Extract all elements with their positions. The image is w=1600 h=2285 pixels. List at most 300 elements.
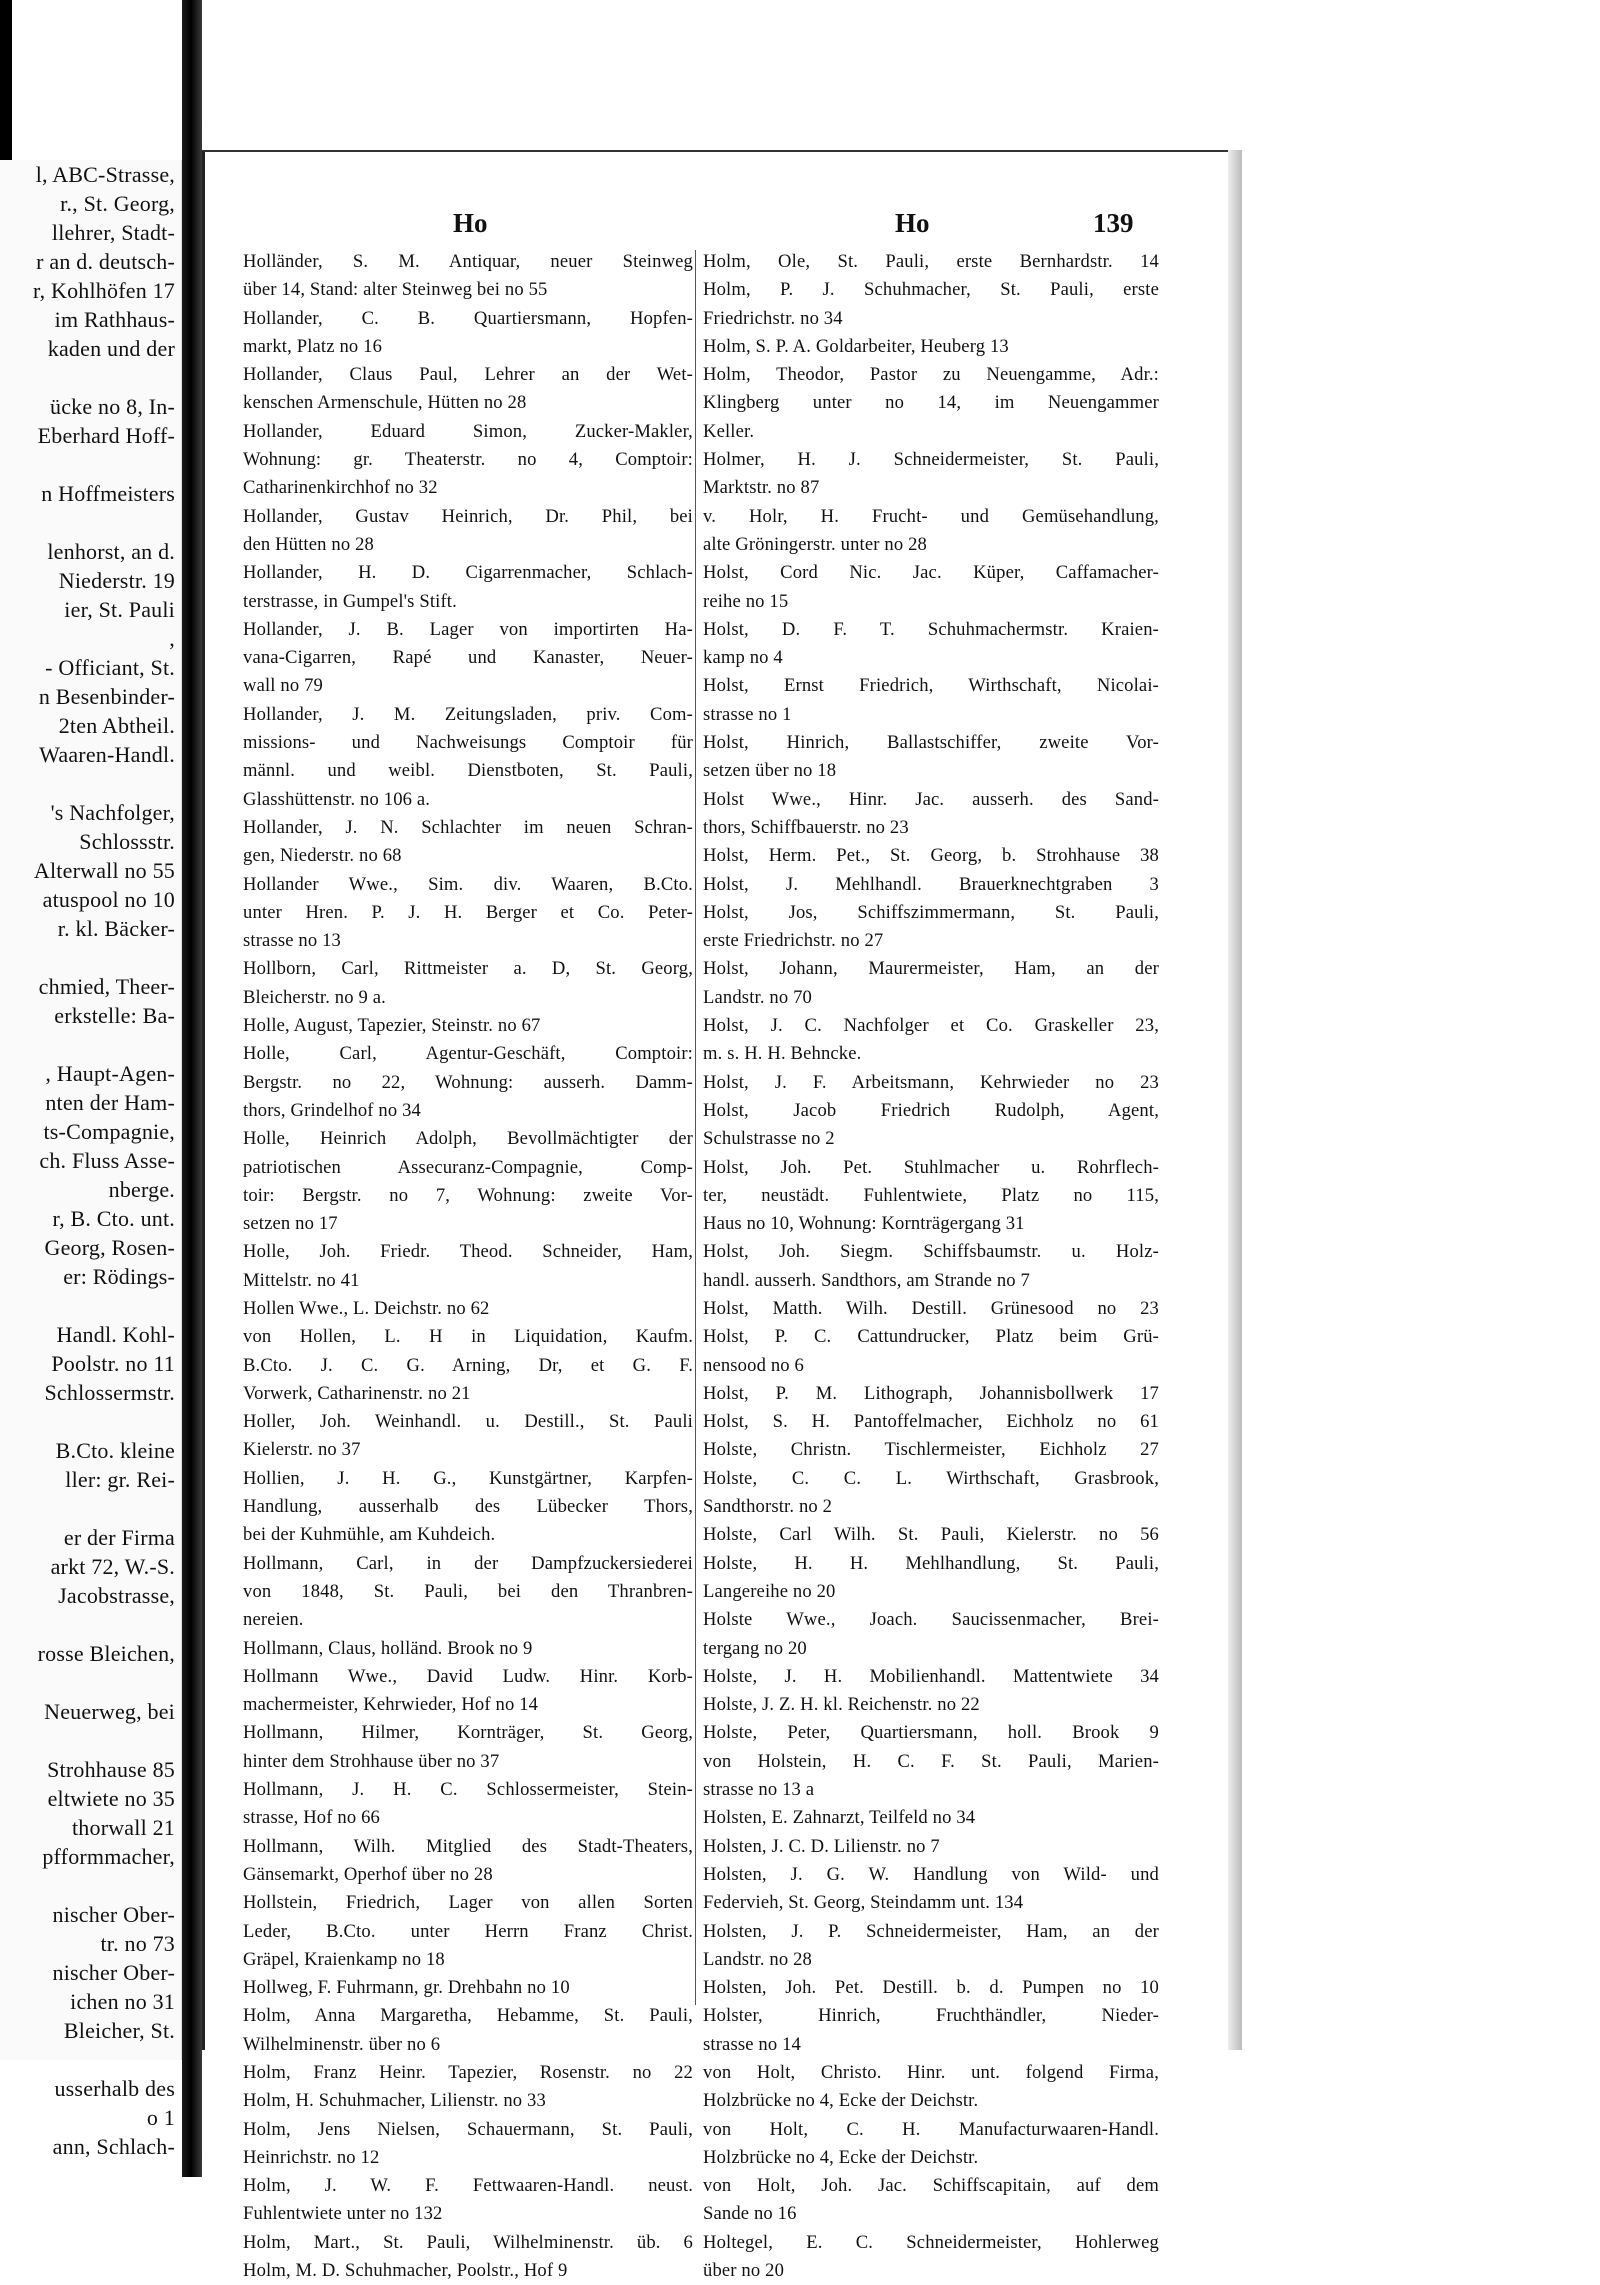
fragment-line: Handl. Kohl- [56,1322,175,1347]
fragment-line: thorwall 21 [71,1815,175,1840]
entry-line: Hollander, C. B. Quartiersmann, Hopfen- [243,307,693,329]
entry-continuation-line: thors, Schiffbauerstr. no 23 [703,816,909,838]
fragment-line: n Besenbinder- [38,684,175,709]
fragment-line: - Officiant, St. [45,655,175,680]
directory-entry [703,1408,1159,1436]
entry-line: Hollander, J. B. Lager von importirten Ha- [243,618,693,640]
directory-entry [703,1719,1159,1747]
fragment-line: nberge. [108,1177,175,1202]
entry-continuation-line: setzen über no 18 [703,760,837,782]
entry-line: Holle, Joh. Friedr. Theod. Schneider, Ham, [243,1241,693,1263]
fragment-line [0,2045,181,2074]
entry-line: Hollander, Claus Paul, Lehrer an der Wet- [243,364,693,386]
fragment-line [0,363,181,392]
fragment-line: o 1 [146,2105,175,2130]
fragment-line: , Haupt-Agen- [45,1061,175,1086]
directory-entry [703,871,1159,899]
entry-continuation-line: Gänsemarkt, Operhof über no 28 [243,1863,493,1885]
entry-line: Holsten, J. C. D. Lilienstr. no 7 [703,1835,940,1857]
entry-line: Hollander, Gustav Heinrich, Dr. Phil, bei [243,505,693,527]
entry-line: Holsten, J. G. W. Handlung von Wild- und [703,1863,1159,1885]
entry-continuation-line: vana-Cigarren, Rapé und Kanaster, Neuer- [243,647,693,669]
entry-continuation-line: den Hütten no 28 [243,533,374,555]
entry-line: Hollmann, Claus, holländ. Brook no 9 [243,1637,533,1659]
entry-continuation-line: strasse no 1 [703,703,792,725]
directory-entry [243,871,693,956]
entry-continuation-line: Gräpel, Kraienkamp no 18 [243,1948,445,1970]
entry-continuation-line: Heinrichstr. no 12 [243,2146,380,2168]
fragment-line: im Rathhaus- [54,307,175,332]
fragment-line: atuspool no 10 [42,887,175,912]
entry-continuation-line: Handlung, ausserhalb des Lübecker Thors, [243,1496,693,1518]
entry-line: Holm, S. P. A. Goldarbeiter, Heuberg 13 [703,335,1009,357]
fragment-line: Schlossstr. [79,829,175,854]
directory-entry [243,1635,693,1663]
entry-continuation-line: bei der Kuhmühle, am Kuhdeich. [243,1524,496,1546]
fragment-line: llehrer, Stadt- [51,220,175,245]
entry-continuation-line: thors, Grindelhof no 34 [243,1099,422,1121]
entry-continuation-line: reihe no 15 [703,590,789,612]
entry-continuation-line: machermeister, Kehrwieder, Hof no 14 [243,1694,539,1716]
entry-line: Holler, Joh. Weinhandl. u. Destill., St. Pauli [243,1411,693,1433]
entries-column-right [703,248,1159,2285]
fragment-line [0,769,181,798]
entry-line: Hollstein, Friedrich, Lager von allen Sorten [243,1892,693,1914]
entry-continuation-line: ter, neustädt. Fuhlentwiete, Platz no 115, [703,1184,1159,1206]
fragment-line: kaden und der [47,336,175,361]
directory-entry [243,1012,693,1040]
entries-column-left [243,248,693,2285]
directory-entry [243,361,693,418]
directory-entry [243,1238,693,1295]
entry-continuation-line: Friedrichstr. no 34 [703,307,843,329]
entry-continuation-line: Sandthorstr. no 2 [703,1496,833,1518]
directory-entry [703,2172,1159,2229]
entry-continuation-line: Vorwerk, Catharinenstr. no 21 [243,1382,471,1404]
entry-continuation-line: m. s. H. H. Behncke. [703,1043,862,1065]
directory-entry [703,1804,1159,1832]
entry-line: Hollen Wwe., L. Deichstr. no 62 [243,1297,490,1319]
entry-line: von Hollen, L. H in Liquidation, Kaufm. [243,1326,693,1348]
entry-continuation-line: patriotischen Assecuranz-Compagnie, Comp- [243,1156,693,1178]
directory-entry [703,786,1159,843]
fragment-line: ch. Fluss Asse- [39,1148,175,1173]
directory-entry [243,2172,693,2229]
entry-continuation-line: Klingberg unter no 14, im Neuengammer [703,392,1159,414]
directory-entry [243,701,693,814]
entry-line: Hollmann, Hilmer, Kornträger, St. Georg, [243,1722,693,1744]
directory-entry [703,1691,1159,1719]
entry-continuation-line: Haus no 10, Wohnung: Kornträgergang 31 [703,1213,1025,1235]
entry-line: Holste, Carl Wilh. St. Pauli, Kielerstr. no 56 [703,1524,1159,1546]
directory-entry [703,1748,1159,1805]
entry-line: Holste, C. C. L. Wirthschaft, Grasbrook, [703,1467,1159,1489]
directory-entry [243,1719,693,1776]
directory-entry [703,559,1159,616]
entry-continuation-line: nensood no 6 [703,1354,804,1376]
directory-entry [703,248,1159,276]
directory-entry [703,1663,1159,1691]
entry-line: Holst, Hinrich, Ballastschiffer, zweite Vor- [703,732,1159,754]
directory-entry [243,305,693,362]
directory-entry [703,1154,1159,1239]
directory-entry [703,361,1159,446]
entry-line: Hollander, H. D. Cigarrenmacher, Schlach- [243,562,693,584]
directory-entry [243,1295,693,1323]
entry-continuation-line: Leder, B.Cto. unter Herrn Franz Christ. [243,1920,693,1942]
entry-continuation-line: über 14, Stand: alter Steinweg bei no 55 [243,279,548,301]
directory-entry [703,1380,1159,1408]
entry-line: Holste, Christn. Tischlermeister, Eichholz 27 [703,1439,1159,1461]
directory-entry [243,2116,693,2173]
directory-entry [243,1889,693,1974]
entry-line: Holst, J. Mehlhandl. Brauerknechtgraben 3 [703,873,1159,895]
entry-continuation-line: Landstr. no 70 [703,986,813,1008]
directory-entry [703,1295,1159,1323]
directory-entry [243,1323,693,1408]
entry-continuation-line: Catharinenkirchhof no 32 [243,477,438,499]
entry-line: von Holt, Joh. Jac. Schiffscapitain, auf dem [703,2175,1159,2197]
fragment-line: Bleicher, St. [63,2018,175,2043]
entry-continuation-line: handl. ausserh. Sandthors, am Strande no 7 [703,1269,1030,1291]
entry-line: Holm, P. J. Schuhmacher, St. Pauli, erste [703,279,1159,301]
scan-top-margin [0,0,1600,160]
fragment-line [0,943,181,972]
entry-line: Holst, Jos, Schiffszimmermann, St. Pauli, [703,901,1159,923]
entry-continuation-line: Holzbrücke no 4, Ecke der Deichstr. [703,2090,979,2112]
entry-continuation-line: von 1848, St. Pauli, bei den Thranbren- [243,1580,693,1602]
fragment-line: r. kl. Bäcker- [57,916,175,941]
fragment-line [0,1407,181,1436]
entry-line: Hollweg, F. Fuhrmann, gr. Drehbahn no 10 [243,1977,570,1999]
entry-continuation-line: Bleicherstr. no 9 a. [243,986,386,1008]
fragment-line: r., St. Georg, [60,191,175,216]
entry-continuation-line: setzen no 17 [243,1213,338,1235]
directory-entry [703,1833,1159,1861]
directory-entry [703,1521,1159,1549]
directory-entry [243,1663,693,1720]
entry-continuation-line: Bergstr. no 22, Wohnung: ausserh. Damm- [243,1071,693,1093]
entry-continuation-line: Landstr. no 28 [703,1948,813,1970]
running-head-right: Ho [895,208,930,238]
directory-entry [703,1436,1159,1464]
fragment-line [0,1291,181,1320]
entry-continuation-line: tergang no 20 [703,1637,807,1659]
fragment-line: nten der Ham- [45,1090,175,1115]
fragment-line: arkt 72, W.-S. [50,1554,175,1579]
entry-line: Holm, J. W. F. Fettwaaren-Handl. neust. [243,2175,693,2197]
fragment-line: 2ten Abtheil. [58,713,175,738]
entry-line: Holm, Anna Margaretha, Hebamme, St. Pauli, [243,2005,693,2027]
entry-line: Holst Wwe., Hinr. Jac. ausserh. des Sand- [703,788,1159,810]
entry-line: Hollander, J. M. Zeitungsladen, priv. Com- [243,703,693,725]
directory-entry [243,418,693,503]
fragment-line: Jacobstrasse, [58,1583,175,1608]
fragment-line [0,1030,181,1059]
directory-entry [703,1465,1159,1522]
directory-page [202,150,1242,2282]
entry-continuation-line: Kielerstr. no 37 [243,1439,361,1461]
entry-line: Holm, Mart., St. Pauli, Wilhelminenstr. üb. 6 [243,2231,693,2253]
entry-line: Holst, Joh. Siegm. Schiffsbaumstr. u. Holz- [703,1241,1159,1263]
entry-line: Holste, Peter, Quartiersmann, holl. Brook 9 [703,1722,1159,1744]
fragment-line [0,1726,181,1755]
entry-continuation-line: terstrasse, in Gumpel's Stift. [243,590,457,612]
entry-continuation-line: nereien. [243,1609,304,1631]
entry-line: Holle, August, Tapezier, Steinstr. no 67 [243,1015,541,1037]
page-number: 139 [1093,208,1134,238]
entry-line: von Holt, Christo. Hinr. unt. folgend Firma, [703,2062,1159,2083]
entry-line: von Holt, C. H. Manufacturwaaren-Handl. [703,2118,1159,2140]
fragment-line: n Hoffmeisters [41,481,175,506]
entry-line: Holste, J. H. Mobilienhandl. Mattentwiete 34 [703,1665,1159,1687]
fragment-line: ichen no 31 [70,1989,175,2014]
fragment-line: r, B. Cto. unt. [52,1206,175,1231]
fragment-line: erkstelle: Ba- [54,1003,175,1028]
entry-continuation-line: Federvieh, St. Georg, Steindamm unt. 134 [703,1892,1024,1914]
entry-line: Holster, Hinrich, Fruchthändler, Nieder- [703,2005,1159,2027]
entry-continuation-line: über no 20 [703,2260,785,2282]
directory-entry [703,1238,1159,1295]
entry-continuation-line: Schulstrasse no 2 [703,1128,835,1150]
entry-line: Holst, J. F. Arbeitsmann, Kehrwieder no 23 [703,1071,1159,1093]
entry-line: Holst, Cord Nic. Jac. Küper, Caffamacher- [703,562,1159,584]
fragment-line: ts-Compagnie, [43,1119,175,1144]
fragment-line: Waaren-Handl. [39,742,175,767]
fragment-line: lenhorst, an d. [47,539,175,564]
fragment-line: r, Kohlhöfen 17 [32,278,175,303]
entry-line: Holste Wwe., Joach. Saucissenmacher, Brei- [703,1609,1159,1631]
directory-entry [243,2087,693,2115]
entry-line: Holle, Carl, Agentur-Geschäft, Comptoir: [243,1043,693,1065]
directory-entry [703,1606,1159,1663]
entry-line: Holst, P. M. Lithograph, Johannisbollwerk 17 [703,1382,1159,1404]
entry-line: Holsten, Joh. Pet. Destill. b. d. Pumpen no 10 [703,1977,1159,1999]
fragment-line: rosse Bleichen, [37,1641,175,1666]
fragment-line: l, ABC-Strasse, [35,162,175,187]
directory-entry [703,1974,1159,2002]
entry-continuation-line: markt, Platz no 16 [243,335,383,357]
directory-entry [703,333,1159,361]
entry-line: Holsten, J. P. Schneidermeister, Ham, an der [703,1920,1159,1942]
fragment-line: Schlossermstr. [44,1380,175,1405]
directory-entry [703,1918,1159,1975]
fragment-line: Poolstr. no 11 [51,1351,175,1376]
fragment-line [0,1494,181,1523]
entry-line: Holst, Joh. Pet. Stuhlmacher u. Rohrflech- [703,1156,1159,1178]
running-head-left: Ho [453,208,488,238]
entry-line: von Holstein, H. C. F. St. Pauli, Marien- [703,1750,1159,1772]
entry-line: Holst, J. C. Nachfolger et Co. Graskeller 23, [703,1015,1159,1037]
fragment-line: 's Nachfolger, [50,800,175,825]
entry-continuation-line: Mittelstr. no 41 [243,1269,360,1291]
directory-entry [243,1833,693,1890]
entry-continuation-line: strasse no 13 a [703,1779,815,1801]
page-header [205,208,1242,248]
entry-continuation-line: Keller. [703,420,755,442]
directory-entry [243,1465,693,1550]
entry-line: Holsten, E. Zahnarzt, Teilfeld no 34 [703,1807,976,1829]
directory-entry [243,2059,693,2087]
entry-continuation-line: hinter dem Strohhause über no 37 [243,1750,500,1772]
fragment-line: ann, Schlach- [52,2134,175,2159]
fragment-line [0,1871,181,1900]
entry-line: Holm, Ole, St. Pauli, erste Bernhardstr. 14 [703,251,1159,272]
entry-line: Holst, Ernst Friedrich, Wirthschaft, Nicolai- [703,675,1159,697]
fragment-line: Eberhard Hoff- [37,423,175,448]
directory-entry [243,1125,693,1238]
directory-entry [703,276,1159,333]
book-gutter [182,0,202,2177]
fragment-line: B.Cto. kleine [55,1438,175,1463]
directory-entry [703,2116,1159,2173]
directory-entry [243,1408,693,1465]
fragment-line [0,1668,181,1697]
entry-line: Hollmann, J. H. C. Schlossermeister, Stein- [243,1779,693,1801]
directory-entry [703,672,1159,729]
fragment-line: tr. no 73 [100,1931,175,1956]
entry-line: Hollborn, Carl, Rittmeister a. D, St. Georg, [243,958,693,980]
fragment-line: chmied, Theer- [38,974,175,999]
entry-line: Hollmann, Carl, in der Dampfzuckersiederei [243,1552,693,1574]
directory-entry [703,1861,1159,1918]
entry-continuation-line: Fuhlentwiete unter no 132 [243,2203,443,2225]
entry-continuation-line: Glasshüttenstr. no 106 a. [243,788,431,810]
directory-entry [703,616,1159,673]
fragment-line: Alterwall no 55 [33,858,175,883]
fragment-line: eltwiete no 35 [47,1786,175,1811]
fragment-line: er der Firma [63,1525,175,1550]
entry-continuation-line: strasse no 14 [703,2033,802,2055]
directory-entry [243,1040,693,1125]
directory-entry [243,2229,693,2257]
directory-entry [703,1012,1159,1069]
fragment-line: ier, St. Pauli [64,597,175,622]
entry-continuation-line: unter Hren. P. J. H. Berger et Co. Peter- [243,901,693,923]
entry-line: Hollien, J. H. G., Kunstgärtner, Karpfen- [243,1467,693,1489]
entry-line: Holm, Franz Heinr. Tapezier, Rosenstr. no 22 [243,2062,693,2083]
fragment-line: Strohhause 85 [47,1757,175,1782]
fragment-line: , [169,626,175,651]
directory-entry [703,955,1159,1012]
fragment-line: usserhalb des [54,2076,175,2101]
directory-entry [243,955,693,1012]
directory-entry [703,842,1159,870]
entry-line: Holst, P. C. Cattundrucker, Platz beim Grü- [703,1326,1159,1348]
column-divider [695,250,696,2005]
directory-entry [243,814,693,871]
entry-continuation-line: männl. und weibl. Dienstboten, St. Pauli, [243,760,693,782]
fragment-line: r an d. deutsch- [36,249,175,274]
entry-line: Holmer, H. J. Schneidermeister, St. Pauli, [703,449,1159,471]
entry-line: Holländer, S. M. Antiquar, neuer Steinweg [243,251,693,272]
directory-entry [703,899,1159,956]
entry-continuation-line: Wohnung: gr. Theaterstr. no 4, Comptoir: [243,449,693,471]
entry-continuation-line: strasse no 13 [243,930,342,952]
entry-continuation-line: alte Gröningerstr. unter no 28 [703,533,927,555]
entry-continuation-line: gen, Niederstr. no 68 [243,845,402,867]
entry-line: Holst, D. F. T. Schuhmachermstr. Kraien- [703,618,1159,640]
directory-entry [703,503,1159,560]
entry-line: Holst, S. H. Pantoffelmacher, Eichholz no 61 [703,1411,1159,1433]
entry-continuation-line: wall no 79 [243,675,323,697]
entry-line: Holm, Jens Nielsen, Schauermann, St. Pauli, [243,2118,693,2140]
entry-line: Hollmann Wwe., David Ludw. Hinr. Korb- [243,1665,693,1687]
fragment-line: er: Rödings- [63,1264,175,1289]
fragment-line: nischer Ober- [52,1902,175,1927]
directory-entry [703,1069,1159,1097]
fragment-line: Neuerweg, bei [44,1699,175,1724]
entry-line: Holst, Jacob Friedrich Rudolph, Agent, [703,1099,1159,1121]
entry-line: Holst, Herm. Pet., St. Georg, b. Strohhause 38 [703,845,1159,867]
entry-line: Holm, M. D. Schuhmacher, Poolstr., Hof 9 [243,2260,568,2282]
entry-line: Holm, Theodor, Pastor zu Neuengamme, Adr.: [703,364,1159,386]
entry-continuation-line: missions- und Nachweisungs Comptoir für [243,732,693,754]
entry-continuation-line: kamp no 4 [703,647,783,669]
fragment-line [0,508,181,537]
fragment-line: nischer Ober- [52,1960,175,1985]
directory-entry [703,2002,1159,2059]
entry-continuation-line: erste Friedrichstr. no 27 [703,930,884,952]
fragment-line: Niederstr. 19 [58,568,175,593]
entry-continuation-line: Holzbrücke no 4, Ecke der Deichstr. [703,2146,979,2168]
directory-entry [243,2002,693,2059]
fragment-line: ller: gr. Rei- [65,1467,175,1492]
fragment-line [0,450,181,479]
directory-entry [243,1974,693,2002]
entry-continuation-line: Langereihe no 20 [703,1580,836,1602]
directory-entry [243,2257,693,2285]
directory-entry [703,2229,1159,2285]
entry-continuation-line: B.Cto. J. C. G. Arning, Dr, et G. F. [243,1354,693,1376]
entry-continuation-line: toir: Bergstr. no 7, Wohnung: zweite Vor- [243,1184,693,1206]
entry-line: Holle, Heinrich Adolph, Bevollmächtigter der [243,1128,693,1150]
directory-entry [703,446,1159,503]
directory-entry [243,1550,693,1635]
entry-line: Holst, Matth. Wilh. Destill. Grünesood no 23 [703,1297,1159,1319]
directory-entry [703,729,1159,786]
entry-line: Holm, H. Schuhmacher, Lilienstr. no 33 [243,2090,546,2112]
directory-entry [703,1550,1159,1607]
entry-line: Holst, Johann, Maurermeister, Ham, an der [703,958,1159,980]
previous-page-fragment [0,160,182,2159]
fragment-line: ücke no 8, In- [50,394,175,419]
directory-entry [703,2059,1159,2116]
entry-continuation-line: Sande no 16 [703,2203,797,2225]
directory-entry [703,1097,1159,1154]
directory-entry [703,1323,1159,1380]
entry-line: Hollmann, Wilh. Mitglied des Stadt-Theaters, [243,1835,693,1857]
page-edge [1228,150,1242,2050]
entry-line: Holste, J. Z. H. kl. Reichenstr. no 22 [703,1694,980,1716]
fragment-line: Georg, Rosen- [44,1235,175,1260]
directory-entry [243,559,693,616]
entry-line: Hollander Wwe., Sim. div. Waaren, B.Cto. [243,873,693,895]
entry-line: Hollander, J. N. Schlachter im neuen Schran- [243,816,693,838]
entry-continuation-line: Marktstr. no 87 [703,477,820,499]
directory-entry [243,248,693,305]
entry-continuation-line: Wilhelminenstr. über no 6 [243,2033,441,2055]
entry-line: Holste, H. H. Mehlhandlung, St. Pauli, [703,1552,1159,1574]
fragment-line [0,1610,181,1639]
entry-line: Holtegel, E. C. Schneidermeister, Hohlerweg [703,2231,1159,2253]
directory-entry [243,1776,693,1833]
entry-line: v. Holr, H. Frucht- und Gemüsehandlung, [703,505,1159,527]
directory-entry [243,503,693,560]
entry-continuation-line: strasse, Hof no 66 [243,1807,380,1829]
directory-entry [243,616,693,701]
entry-line: Hollander, Eduard Simon, Zucker-Makler, [243,420,693,442]
